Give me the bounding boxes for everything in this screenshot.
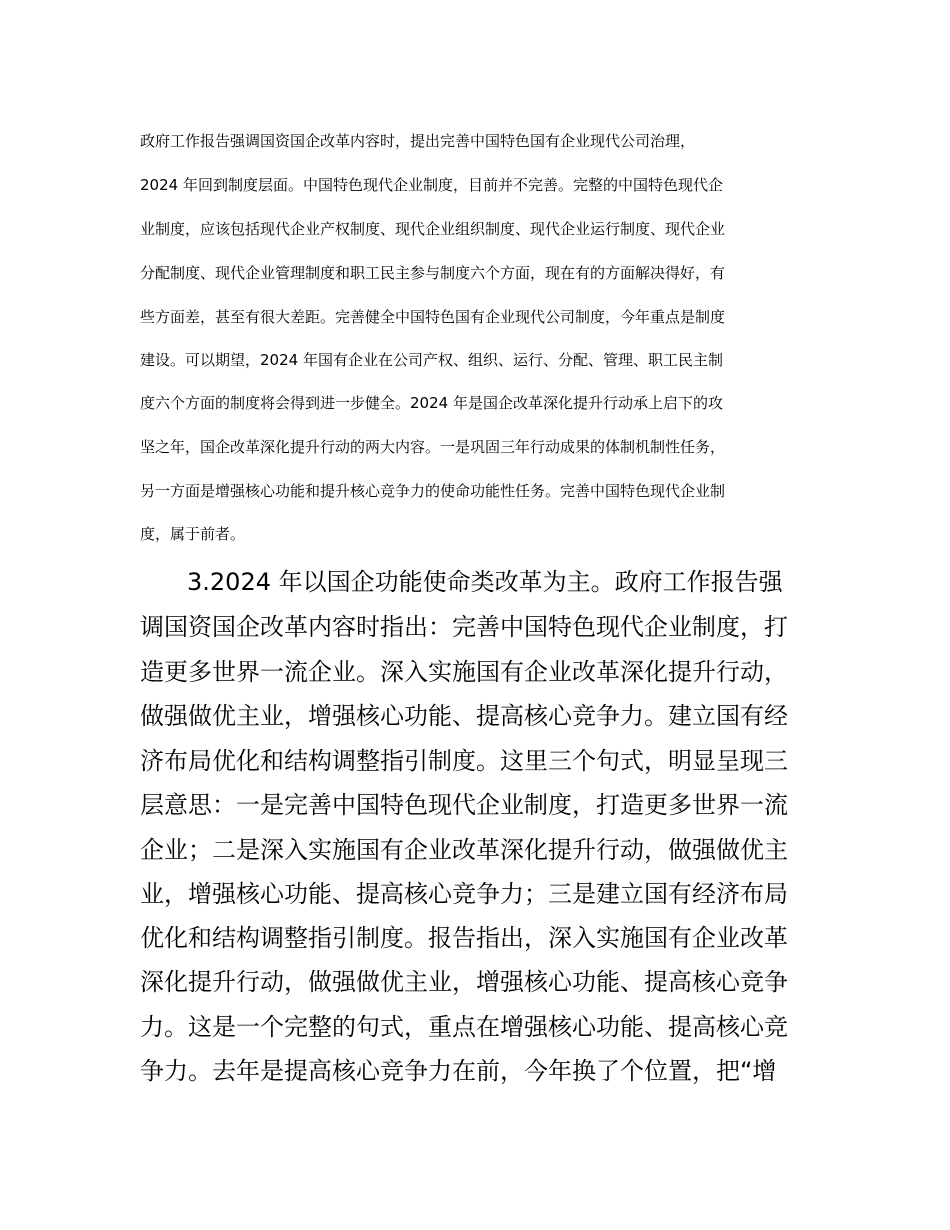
paragraph-1-line-9: 另一方面是增强核心功能和提升核心竞争力的使命功能性任务。完善中国特色现代企业制 — [140, 482, 726, 500]
paragraph-1-line-7: 度六个方面的制度将会得到进一步健全。2024 年是国企改革深化提升行动承上启下的攻 — [140, 394, 723, 412]
paragraph-2-line-3: 造更多世界一流企业。深入实施国有企业改革深化提升行动， — [140, 658, 788, 686]
paragraph-2-line-5: 济布局优化和结构调整指引制度。这里三个句式，明显呈现三 — [140, 747, 788, 775]
paragraph-2-line-9: 优化和结构调整指引制度。报告指出，深入实施国有企业改革 — [140, 924, 788, 952]
paragraph-2-line-1: 3.2024 年以国企功能使命类改革为主。政府工作报告强 — [187, 568, 783, 596]
paragraph-1-line-6: 建设。可以期望，2024 年国有企业在公司产权、组织、运行、分配、管理、职工民主制 — [140, 351, 723, 369]
paragraph-2-line-8: 业，增强核心功能、提高核心竞争力；三是建立国有经济布局 — [140, 880, 788, 908]
paragraph-1-line-10: 度，属于前者。 — [140, 525, 246, 543]
paragraph-2-line-10: 深化提升行动，做强做优主业，增强核心功能、提高核心竞争 — [140, 968, 788, 996]
paragraph-2-line-6: 层意思：一是完善中国特色现代企业制度，打造更多世界一流 — [140, 791, 788, 819]
paragraph-2-line-7: 企业；二是深入实施国有企业改革深化提升行动，做强做优主 — [140, 836, 788, 864]
paragraph-2-line-4: 做强做优主业，增强核心功能、提高核心竞争力。建立国有经 — [140, 702, 788, 730]
paragraph-1-line-4: 分配制度、现代企业管理制度和职工民主参与制度六个方面，现在有的方面解决得好，有 — [140, 264, 726, 282]
paragraph-1-line-3: 业制度，应该包括现代企业产权制度、现代企业组织制度、现代企业运行制度、现代企业 — [140, 220, 726, 238]
paragraph-1-line-1: 政府工作报告强调国资国企改革内容时，提出完善中国特色国有企业现代公司治理， — [140, 132, 696, 150]
paragraph-1-line-8: 坚之年，国企改革深化提升行动的两大内容。一是巩固三年行动成果的体制机制性任务， — [140, 438, 726, 456]
paragraph-1-line-2: 2024 年回到制度层面。中国特色现代企业制度，目前并不完善。完整的中国特色现代企 — [140, 176, 723, 194]
paragraph-2-line-11: 力。这是一个完整的句式，重点在增强核心功能、提高核心竞 — [140, 1013, 788, 1041]
paragraph-2-line-2: 调国资国企改革内容时指出：完善中国特色现代企业制度，打 — [140, 613, 788, 641]
paragraph-2-line-12: 争力。去年是提高核心竞争力在前，今年换了个位置，把“增 — [140, 1057, 777, 1085]
paragraph-1-line-5: 些方面差，甚至有很大差距。完善健全中国特色国有企业现代公司制度，今年重点是制度 — [140, 308, 726, 326]
